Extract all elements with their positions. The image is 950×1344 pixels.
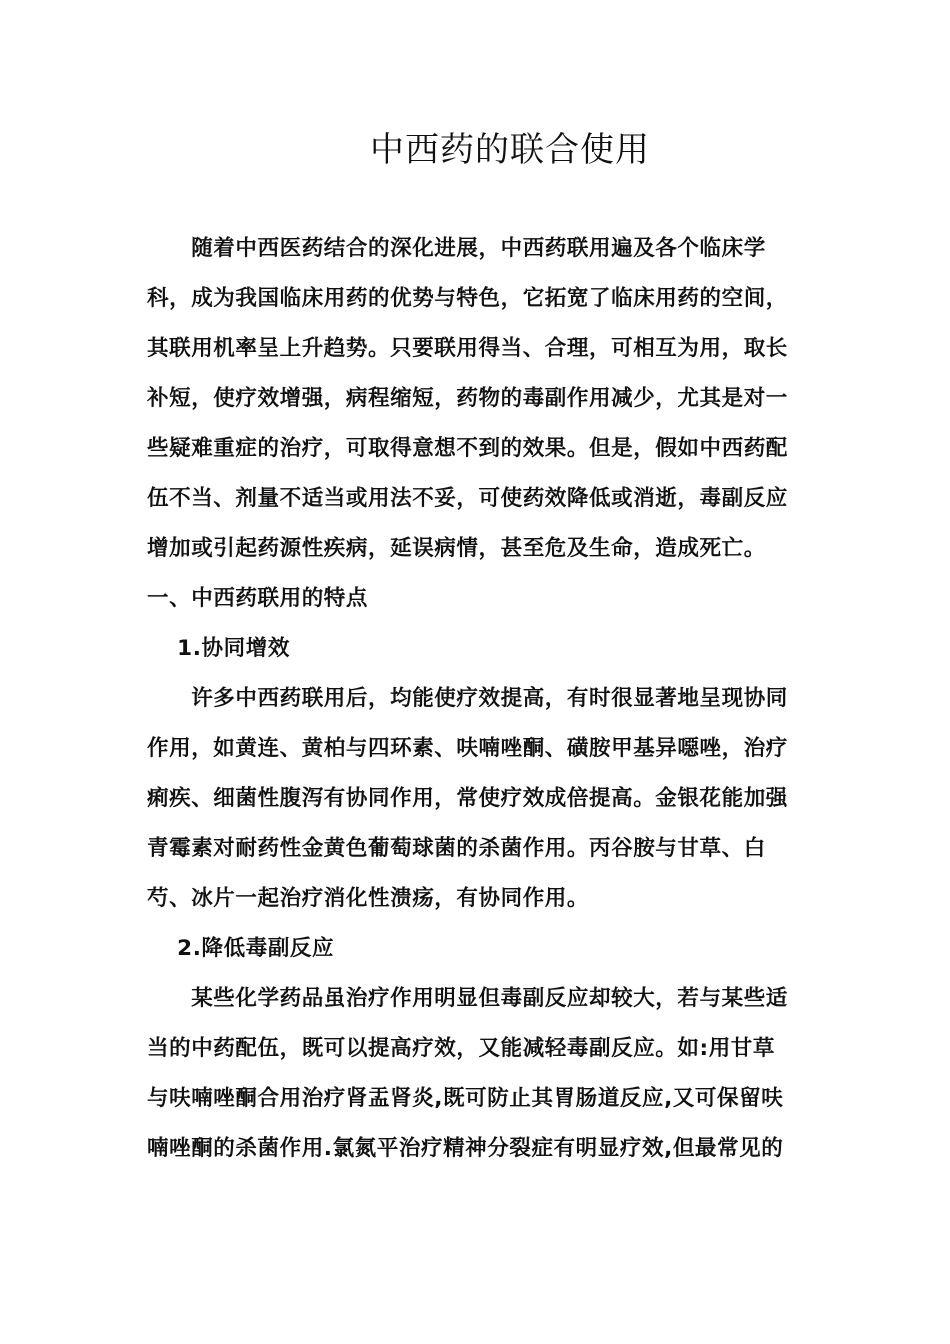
document-title: 中西药的联合使用 (370, 130, 650, 170)
body-line: 痢疾、细菌性腹泻有协同作用，常使疗效成倍提高。金银花能加强 (147, 786, 788, 811)
body-line: 增加或引起药源性疾病，延误病情，甚至危及生命，造成死亡。 (147, 536, 766, 561)
section-heading: 一、中西药联用的特点 (147, 586, 369, 611)
body-line: 许多中西药联用后，均能使疗效提高，有时很显著地呈现协同 (147, 686, 788, 711)
body-line: 芍、冰片一起治疗消化性溃疡，有协同作用。 (147, 886, 590, 911)
body-line: 某些化学药品虽治疗作用明显但毒副反应却较大，若与某些适 (147, 986, 788, 1011)
subsection-heading: 2.降低毒副反应 (147, 936, 335, 961)
subsection-heading: 1.协同增效 (147, 636, 290, 661)
body-line: 些疑难重症的治疗，可取得意想不到的效果。但是，假如中西药配 (147, 436, 788, 461)
body-line: 其联用机率呈上升趋势。只要联用得当、合理，可相互为用，取长 (147, 336, 788, 361)
body-line: 当的中药配伍，既可以提高疗效，又能减轻毒副反应。如:用甘草 (147, 1036, 776, 1061)
body-line: 科，成为我国临床用药的优势与特色，它拓宽了临床用药的空间， (147, 286, 788, 311)
body-line: 青霉素对耐药性金黄色葡萄球菌的杀菌作用。丙谷胺与甘草、白 (147, 836, 766, 861)
body-line: 喃唑酮的杀菌作用.氯氮平治疗精神分裂症有明显疗效,但最常见的 (147, 1136, 784, 1161)
body-line: 补短，使疗效增强，病程缩短，药物的毒副作用减少，尤其是对一 (147, 386, 788, 411)
body-line: 作用，如黄连、黄柏与四环素、呋喃唑酮、磺胺甲基异噁唑，治疗 (147, 736, 788, 761)
body-line: 随着中西医药结合的深化进展，中西药联用遍及各个临床学 (147, 236, 766, 261)
body-line: 伍不当、剂量不适当或用法不妥，可使药效降低或消逝，毒副反应 (147, 486, 788, 511)
body-line: 与呋喃唑酮合用治疗肾盂肾炎,既可防止其胃肠道反应,又可保留呋 (147, 1086, 784, 1111)
